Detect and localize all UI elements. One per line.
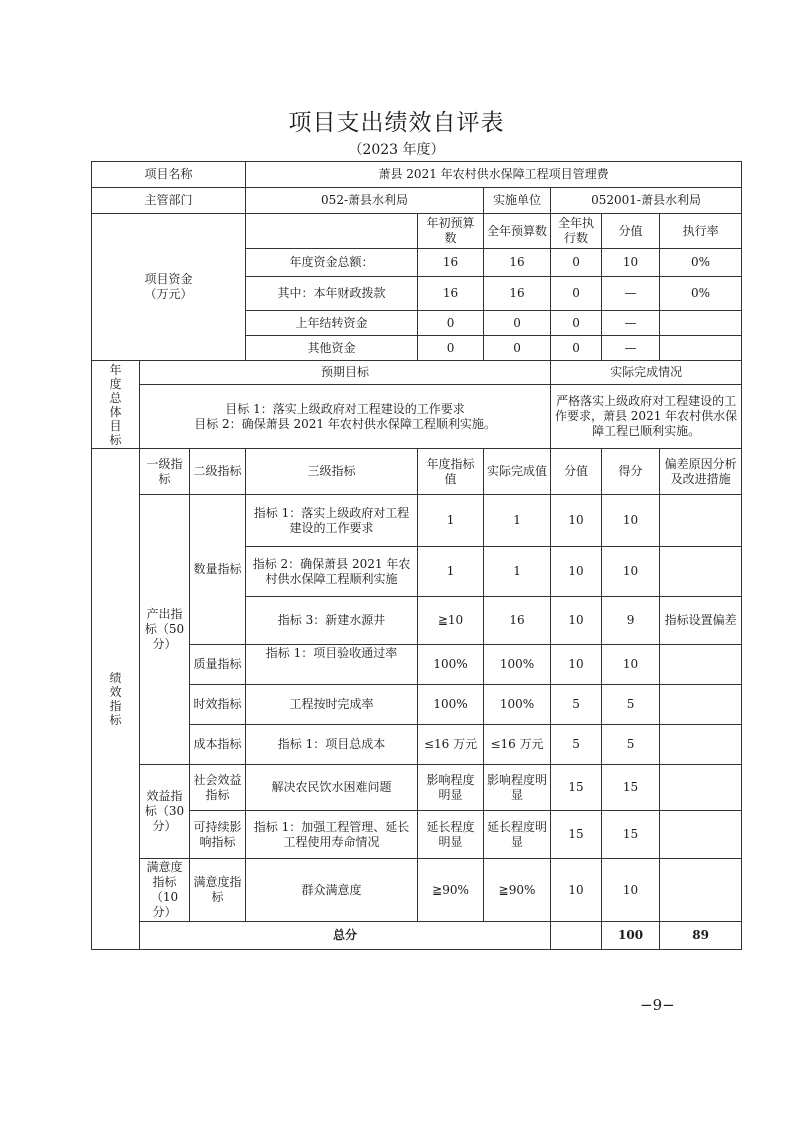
- indicator-note: [660, 859, 742, 922]
- funds-cell: [660, 311, 742, 336]
- indicator-target: 1: [418, 495, 484, 547]
- indicator-name: 指标 1：项目总成本: [246, 725, 418, 765]
- funds-row-label: 其他资金: [246, 336, 418, 361]
- funds-cell: 0: [551, 277, 602, 311]
- satisfaction-label: 满意度指标: [190, 859, 246, 922]
- funds-cell: —: [602, 336, 660, 361]
- indicator-score: 9: [602, 597, 660, 645]
- document-year: （2023 年度）: [348, 142, 445, 158]
- funds-cell: 0: [551, 336, 602, 361]
- funds-cell: 0: [484, 336, 551, 361]
- funds-cell: —: [602, 277, 660, 311]
- goals-section-text: 年度总体目标: [109, 362, 122, 447]
- funds-cell: 0: [418, 336, 484, 361]
- indicator-header-row: [92, 449, 742, 495]
- header-target: 年度指标值: [418, 449, 484, 495]
- total-score: 89: [660, 922, 742, 950]
- goals-section-label: [92, 361, 140, 449]
- indicator-row: [92, 765, 742, 811]
- project-dept-row: [92, 188, 742, 214]
- funds-cell: 16: [418, 249, 484, 277]
- indicator-score: 5: [602, 685, 660, 725]
- expected-goals: [140, 385, 551, 449]
- header-level3: 三级指标: [246, 449, 418, 495]
- actual-goal-header: 实际完成情况: [551, 361, 742, 385]
- indicators-section-text: 绩效指标: [109, 671, 122, 727]
- header-score-value: 分值: [551, 449, 602, 495]
- indicator-value: 10: [551, 495, 602, 547]
- header-level1: 一级指标: [140, 449, 190, 495]
- funds-header-row: [92, 214, 742, 249]
- indicator-note: [660, 547, 742, 597]
- indicator-actual: 1: [484, 495, 551, 547]
- total-row: [92, 922, 742, 950]
- indicator-value: 10: [551, 547, 602, 597]
- indicator-note: [660, 725, 742, 765]
- page-number: −9−: [640, 996, 675, 1014]
- funds-cell: 0%: [660, 277, 742, 311]
- indicator-score: 10: [602, 645, 660, 685]
- indicator-row: [92, 645, 742, 685]
- funds-unit: （万元）: [144, 287, 193, 301]
- project-name-label: 项目名称: [92, 162, 246, 188]
- indicator-note: 指标设置偏差: [660, 597, 742, 645]
- funds-cell: 0: [551, 249, 602, 277]
- indicator-name: 群众满意度: [246, 859, 418, 922]
- indicator-actual: 影响程度明显: [484, 765, 551, 811]
- total-label: 总分: [140, 922, 551, 950]
- sustainable-label: 可持续影响指标: [190, 811, 246, 859]
- indicator-value: 5: [551, 685, 602, 725]
- funds-header-blank: [246, 214, 418, 249]
- project-name-row: [92, 162, 742, 188]
- quality-label: 质量指标: [190, 645, 246, 685]
- funds-header: 年初预算数: [418, 214, 484, 249]
- indicator-row: [92, 811, 742, 859]
- indicator-target: ≧10: [418, 597, 484, 645]
- indicator-score: 15: [602, 811, 660, 859]
- indicator-target: ≤16 万元: [418, 725, 484, 765]
- unit-label: 实施单位: [484, 188, 551, 214]
- indicator-target: 100%: [418, 685, 484, 725]
- funds-section-label: [92, 214, 246, 361]
- funds-cell: 16: [418, 277, 484, 311]
- indicator-actual: ≧90%: [484, 859, 551, 922]
- indicator-value: 5: [551, 725, 602, 765]
- indicator-actual: ≤16 万元: [484, 725, 551, 765]
- dept-label: 主管部门: [92, 188, 246, 214]
- indicator-target: ≧90%: [418, 859, 484, 922]
- funds-cell: 0: [484, 311, 551, 336]
- indicator-actual: 16: [484, 597, 551, 645]
- indicator-note: [660, 811, 742, 859]
- dept-value: 052-萧县水利局: [246, 188, 484, 214]
- indicator-actual: 延长程度明显: [484, 811, 551, 859]
- funds-row-label: 其中：本年财政拨款: [246, 277, 418, 311]
- indicator-name: 指标 2：确保萧县 2021 年农村供水保障工程顺利实施: [246, 547, 418, 597]
- indicator-note: [660, 495, 742, 547]
- project-name: 萧县 2021 年农村供水保障工程项目管理费: [246, 162, 742, 188]
- funds-row-label: 年度资金总额：: [246, 249, 418, 277]
- header-level2: 二级指标: [190, 449, 246, 495]
- funds-header: 全年预算数: [484, 214, 551, 249]
- indicator-value: 10: [551, 645, 602, 685]
- funds-header: 全年执行数: [551, 214, 602, 249]
- funds-cell: 10: [602, 249, 660, 277]
- indicator-actual: 100%: [484, 645, 551, 685]
- benefit-group-label: 效益指标（30 分）: [140, 765, 190, 859]
- total-blank: [551, 922, 602, 950]
- satisfaction-group-label: 满意度指标（10 分）: [140, 859, 190, 922]
- funds-cell: 16: [484, 277, 551, 311]
- funds-cell: 0%: [660, 249, 742, 277]
- expected-goal-1: 目标 1：落实上级政府对工程建设的工作要求: [225, 401, 465, 416]
- indicator-actual: 1: [484, 547, 551, 597]
- timeliness-label: 时效指标: [190, 685, 246, 725]
- funds-cell: —: [602, 311, 660, 336]
- indicator-actual: 100%: [484, 685, 551, 725]
- total-value: 100: [602, 922, 660, 950]
- indicator-name: 指标 1：项目验收通过率: [246, 645, 418, 685]
- quantity-label: 数量指标: [190, 495, 246, 645]
- document-title: 项目支出绩效自评表: [288, 110, 505, 136]
- indicator-value: 15: [551, 765, 602, 811]
- indicator-value: 10: [551, 859, 602, 922]
- funds-label: 项目资金: [144, 272, 193, 286]
- indicator-target: 100%: [418, 645, 484, 685]
- funds-cell: 0: [551, 311, 602, 336]
- unit-value: 052001-萧县水利局: [551, 188, 742, 214]
- indicator-row: [92, 859, 742, 922]
- indicator-target: 1: [418, 547, 484, 597]
- funds-row-label: 上年结转资金: [246, 311, 418, 336]
- header-actual: 实际完成值: [484, 449, 551, 495]
- funds-header: 分值: [602, 214, 660, 249]
- indicator-note: [660, 765, 742, 811]
- expected-goal-header: 预期目标: [140, 361, 551, 385]
- indicator-value: 15: [551, 811, 602, 859]
- performance-table: [91, 161, 742, 950]
- indicators-section-label: [92, 449, 140, 950]
- indicator-row: [92, 685, 742, 725]
- indicator-note: [660, 685, 742, 725]
- indicator-score: 5: [602, 725, 660, 765]
- header-deviation: 偏差原因分析及改进措施: [660, 449, 742, 495]
- indicator-score: 15: [602, 765, 660, 811]
- indicator-name: 工程按时完成率: [246, 685, 418, 725]
- cost-label: 成本指标: [190, 725, 246, 765]
- social-label: 社会效益指标: [190, 765, 246, 811]
- indicator-target: 影响程度明显: [418, 765, 484, 811]
- indicator-row: [92, 495, 742, 547]
- indicator-name: 指标 3：新建水源井: [246, 597, 418, 645]
- indicator-note: [660, 645, 742, 685]
- indicator-value: 10: [551, 597, 602, 645]
- indicator-name: 解决农民饮水困难问题: [246, 765, 418, 811]
- funds-cell: 0: [418, 311, 484, 336]
- actual-completion: 严格落实上级政府对工程建设的工作要求，萧县 2021 年农村供水保障工程已顺利实施。: [551, 385, 742, 449]
- expected-goal-2: 目标 2：确保萧县 2021 年农村供水保障工程顺利实施。: [194, 416, 496, 431]
- header-score: 得分: [602, 449, 660, 495]
- funds-header: 执行率: [660, 214, 742, 249]
- indicator-target: 延长程度明显: [418, 811, 484, 859]
- indicator-name: 指标 1：落实上级政府对工程建设的工作要求: [246, 495, 418, 547]
- indicator-row: [92, 725, 742, 765]
- indicator-score: 10: [602, 495, 660, 547]
- goals-content-row: [92, 385, 742, 449]
- funds-cell: [660, 336, 742, 361]
- funds-cell: 16: [484, 249, 551, 277]
- indicator-name: 指标 1：加强工程管理、延长工程使用寿命情况: [246, 811, 418, 859]
- goals-header-row: [92, 361, 742, 385]
- indicator-score: 10: [602, 859, 660, 922]
- indicator-score: 10: [602, 547, 660, 597]
- output-group-label: 产出指标（50 分）: [140, 495, 190, 765]
